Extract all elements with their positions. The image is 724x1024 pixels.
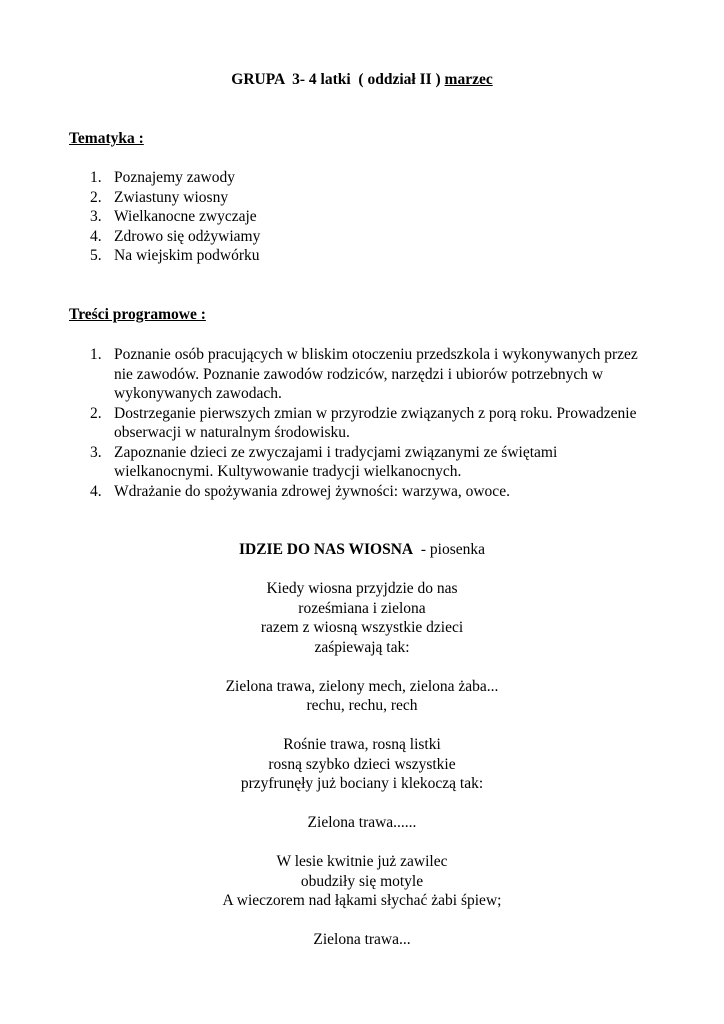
document-title xyxy=(0,70,724,90)
list-text: Zdrowo się odżywiamy xyxy=(114,227,261,245)
list-item xyxy=(90,404,660,443)
topics-list xyxy=(90,168,660,266)
list-number: 1. xyxy=(90,169,102,186)
song xyxy=(0,540,724,969)
list-number: 2. xyxy=(90,404,102,422)
list-number: 5. xyxy=(90,247,102,264)
list-item xyxy=(90,345,660,404)
list-text: Wielkanocne zwyczaje xyxy=(114,208,257,225)
list-item xyxy=(90,482,660,502)
topics-heading: Tematyka : xyxy=(69,130,144,147)
list-text: Dostrzeganie pierwszych zmian w przyrodzie związanych z porą roku. Prowadzenie obserwacji w naturalnym środowisku. xyxy=(114,404,637,441)
list-item xyxy=(90,188,660,208)
song-line: Zielona trawa, zielony mech, zielona żaba... xyxy=(225,677,499,695)
list-text: Poznajemy zawody xyxy=(114,169,235,186)
list-number: 3. xyxy=(90,443,102,461)
chorus-ref xyxy=(0,930,724,950)
song-line: rechu, rechu, rech xyxy=(306,697,418,714)
list-number: 4. xyxy=(90,482,102,500)
song-line: przyfrunęły już bociany i klekoczą tak: xyxy=(240,775,484,792)
song-line: razem z wiosną wszystkie dzieci xyxy=(260,619,464,636)
song-title xyxy=(0,540,724,560)
song-line: W lesie kwitnie już zawilec xyxy=(276,853,448,870)
list-item xyxy=(90,168,660,188)
song-line: A wieczorem nad łąkami słychać żabi śpiew; xyxy=(222,892,502,909)
list-text: Wdrażanie do spożywania zdrowej żywności: warzywa, owoce. xyxy=(114,482,510,500)
song-line: rosną szybko dzieci wszystkie xyxy=(268,755,456,773)
song-name: IDZIE DO NAS WIOSNA xyxy=(238,541,414,558)
song-line: roześmiana i zielona xyxy=(298,599,426,617)
song-line: Zielona trawa...... xyxy=(307,814,417,831)
chorus xyxy=(0,677,724,716)
list-text: Zapoznanie dzieci ze zwyczajami i tradycjami związanymi ze świętami wielkanocnymi. Kultywowanie tradycji wielkanocnych. xyxy=(114,443,558,480)
program-heading: Treści programowe : xyxy=(69,306,206,323)
list-number: 4. xyxy=(90,227,102,245)
list-number: 1. xyxy=(90,346,102,363)
title-month: marzec xyxy=(444,71,493,88)
chorus-ref xyxy=(0,813,724,833)
list-item xyxy=(90,246,660,266)
list-text: Na wiejskim podwórku xyxy=(114,247,260,264)
song-suffix: - piosenka xyxy=(413,541,486,558)
stanza xyxy=(0,735,724,794)
stanza xyxy=(0,852,724,911)
list-item xyxy=(90,207,660,227)
song-line: Rośnie trawa, rosną listki xyxy=(283,736,441,753)
title-group: GRUPA 3- 4 latki ( oddział II ) xyxy=(231,71,445,88)
song-line: Zielona trawa... xyxy=(313,931,411,948)
song-line: zaśpiewają tak: xyxy=(314,638,410,656)
stanza xyxy=(0,579,724,657)
list-number: 2. xyxy=(90,188,102,206)
program-list xyxy=(90,345,660,501)
song-line: obudziły się motyle xyxy=(300,872,424,890)
list-number: 3. xyxy=(90,208,102,225)
list-item xyxy=(90,227,660,247)
list-text: Poznanie osób pracujących w bliskim otoczeniu przedszkola i wykonywanych przez nie zawodów. Poznanie zawodów rodziców, narzędzi i ubiorów potrzebnych w wykonywanych zawodach. xyxy=(114,346,638,402)
list-item xyxy=(90,443,660,482)
list-text: Zwiastuny wiosny xyxy=(114,188,229,206)
song-line: Kiedy wiosna przyjdzie do nas xyxy=(266,580,458,597)
